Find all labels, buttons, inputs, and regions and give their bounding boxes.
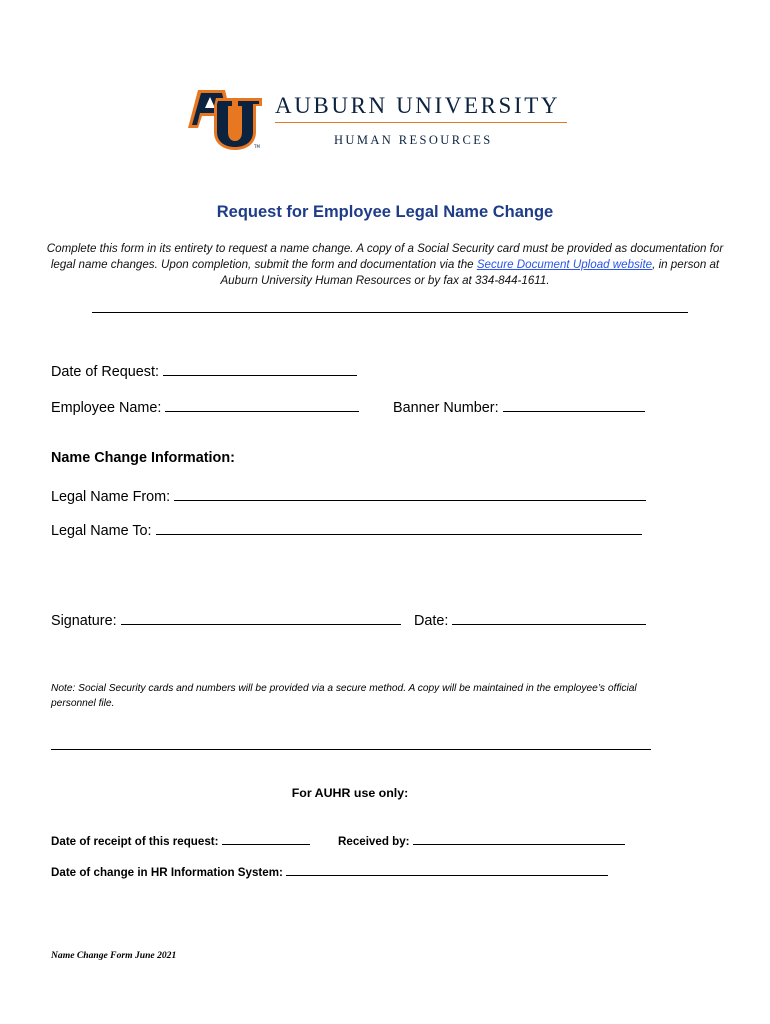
legal-name-to-label: Legal Name To: (51, 523, 152, 539)
date-of-change-label: Date of change in HR Information System: (51, 866, 283, 879)
office-use-heading: For AUHR use only: (291, 786, 409, 800)
date-of-receipt-label: Date of receipt of this request: (51, 835, 219, 848)
intro-text: Complete this form in its entirety to request a name change. A copy of a Social Security card must be provided as documentation for legal name changes. Upon completion, submit the form and documentation via the (46, 242, 724, 271)
legal-name-from-field[interactable] (174, 486, 646, 501)
office-use-divider (51, 749, 651, 750)
department-name: HUMAN RESOURCES (334, 133, 493, 147)
date-of-request-label: Date of Request: (51, 364, 159, 380)
date-of-receipt-field[interactable] (222, 833, 310, 845)
date-of-change-row (51, 864, 608, 879)
date-field[interactable] (452, 610, 646, 625)
university-name: AUBURN UNIVERSITY (275, 93, 561, 118)
date-label: Date: (414, 613, 449, 629)
employee-name-label: Employee Name: (51, 400, 162, 416)
intro-paragraph (40, 241, 730, 289)
secure-document-upload-link[interactable]: Secure Document Upload website (476, 258, 653, 271)
received-by-row (338, 833, 625, 848)
date-of-request-row (51, 361, 357, 380)
date-row (414, 610, 646, 629)
date-of-receipt-row (51, 833, 310, 848)
date-of-request-field[interactable] (163, 361, 357, 376)
banner-number-row (393, 397, 645, 416)
received-by-label: Received by: (338, 835, 410, 848)
note-text: Note: Social Security cards and numbers will be provided via a secure method. A copy will be maintained in the employee’s official personnel file. (51, 683, 637, 709)
banner-number-field[interactable] (503, 397, 645, 412)
form-footer: Name Change Form June 2021 (51, 950, 177, 961)
legal-name-to-field[interactable] (156, 520, 642, 535)
employee-name-row (51, 397, 359, 416)
date-of-change-field[interactable] (286, 864, 608, 876)
legal-name-to-row (51, 520, 642, 539)
section-heading: Name Change Information: (51, 450, 235, 466)
intro-divider (92, 312, 688, 313)
banner-number-label: Banner Number: (393, 400, 499, 416)
form-title: Request for Employee Legal Name Change (216, 203, 554, 221)
signature-row (51, 610, 401, 629)
received-by-field[interactable] (413, 833, 625, 845)
intro-text-end: , in person at Auburn University Human Resources or by fax at 334-844-1611. (220, 258, 720, 287)
signature-field[interactable] (121, 610, 401, 625)
legal-name-from-row (51, 486, 646, 505)
employee-name-field[interactable] (165, 397, 359, 412)
legal-name-from-label: Legal Name From: (51, 489, 171, 505)
svg-text:TM: TM (254, 144, 260, 149)
signature-label: Signature: (51, 613, 117, 629)
header-divider (275, 122, 567, 123)
auburn-au-logo-icon (188, 88, 262, 150)
